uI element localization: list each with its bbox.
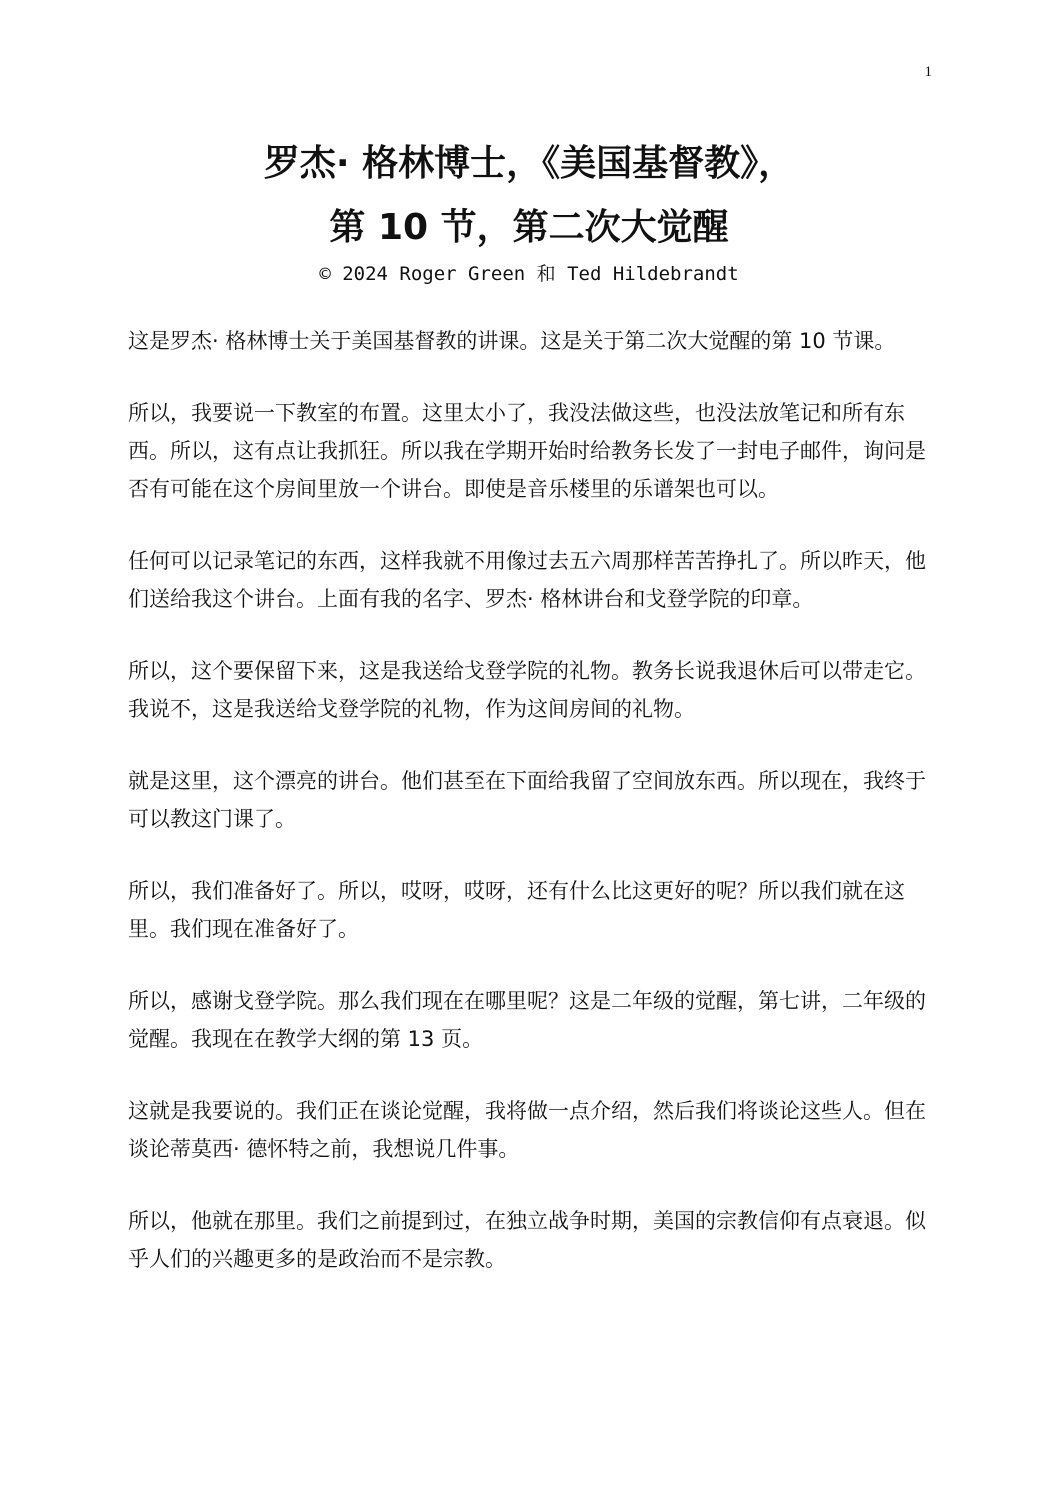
- paragraph-4: 所以，这个要保留下来，这是我送给戈登学院的礼物。教务长说我退休后可以带走它。我说不，这是我送给戈登学院的礼物，作为这间房间的礼物。: [128, 659, 926, 721]
- copyright-notice: © 2024 Roger Green 和 Ted Hildebrandt: [319, 263, 739, 285]
- paragraph-8: 这就是我要说的。我们正在谈论觉醒，我将做一点介绍，然后我们将谈论这些人。但在谈论蒂莫西· 德怀特之前，我想说几件事。: [128, 1099, 926, 1161]
- title-line-1: 罗杰· 格林博士，《美国基督教》，: [263, 143, 795, 184]
- paragraph-1: 这是罗杰· 格林博士关于美国基督教的讲课。这是关于第二次大觉醒的第 10 节课。: [128, 329, 896, 353]
- paragraph-3: 任何可以记录笔记的东西，这样我就不用像过去五六周那样苦苦挣扎了。所以昨天，他们送给我这个讲台。上面有我的名字、罗杰· 格林讲台和戈登学院的印章。: [128, 549, 926, 611]
- title-line-2: 第 10 节，第二次大觉醒: [329, 207, 729, 248]
- paragraph-2: 所以，我要说一下教室的布置。这里太小了，我没法做这些，也没法放笔记和所有东西。所以，这有点让我抓狂。所以我在学期开始时给教务长发了一封电子邮件，询问是否有可能在这个房间里放一个讲台。即使是音乐楼里的乐谱架也可以。: [128, 401, 926, 501]
- paragraph-5: 就是这里，这个漂亮的讲台。他们甚至在下面给我留了空间放东西。所以现在，我终于可以教这门课了。: [128, 769, 926, 831]
- paragraph-9: 所以，他就在那里。我们之前提到过，在独立战争时期，美国的宗教信仰有点衰退。似乎人们的兴趣更多的是政治而不是宗教。: [128, 1209, 926, 1271]
- paragraph-7: 所以，感谢戈登学院。那么我们现在在哪里呢？这是二年级的觉醒，第七讲，二年级的觉醒。我现在在教学大纲的第 13 页。: [128, 989, 926, 1051]
- page-number: 1: [924, 64, 932, 80]
- document-body: [128, 322, 928, 1312]
- paragraph-6: 所以，我们准备好了。所以，哎呀，哎呀，还有什么比这更好的呢？所以我们就在这里。我们现在准备好了。: [128, 879, 905, 941]
